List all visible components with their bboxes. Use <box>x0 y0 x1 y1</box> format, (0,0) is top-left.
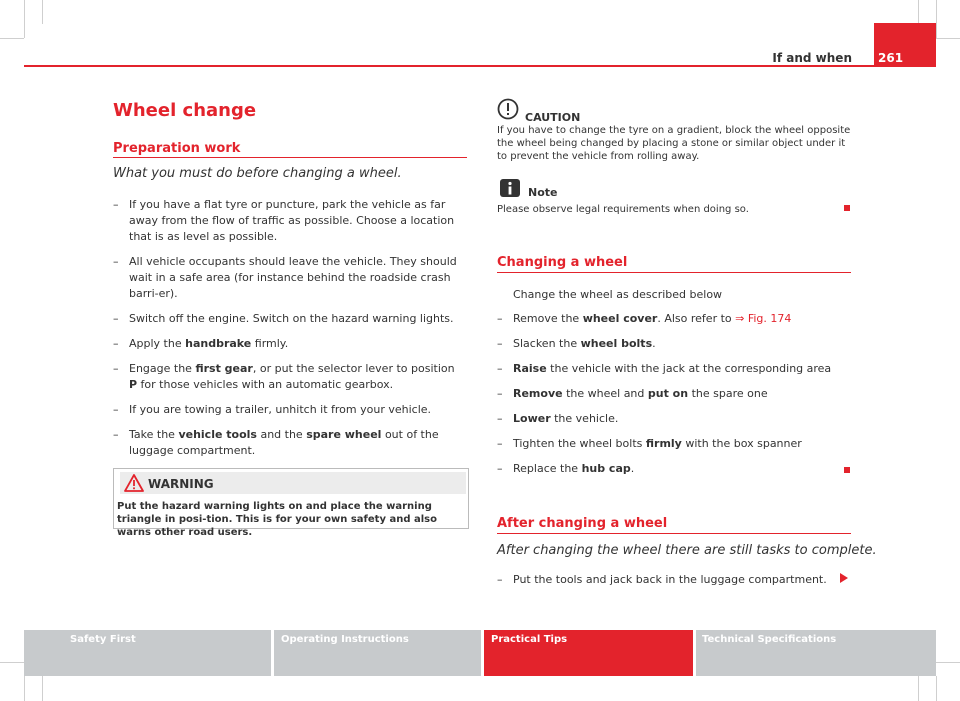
list-dash: – <box>113 312 119 325</box>
item-text: Apply the <box>129 337 186 350</box>
list-item <box>497 336 851 352</box>
item-text: out of the luggage compartment. <box>129 428 439 457</box>
item-text: and the <box>256 428 307 441</box>
list-dash: – <box>113 337 119 350</box>
list-item <box>113 361 463 393</box>
header-title: If and when <box>772 51 852 65</box>
item-text: Replace the <box>513 462 582 475</box>
section-end-mark <box>844 205 850 211</box>
footer-label: Practical Tips <box>491 634 568 645</box>
item-text: firmly. <box>251 337 289 350</box>
list-dash: – <box>497 412 503 425</box>
changing-heading: Changing a wheel <box>497 255 628 270</box>
warning-text: Put the hazard warning lights on and place the warning triangle in posi-tion. This is for your own safety and also warns other road users. <box>117 501 437 538</box>
list-item <box>497 311 851 327</box>
emphasis-text: handbrake <box>185 337 252 350</box>
list-dash: – <box>113 428 119 441</box>
warning-triangle-icon <box>124 474 144 492</box>
crop-mark <box>918 676 919 701</box>
crop-mark <box>936 0 937 38</box>
item-text: the wheel and <box>562 387 648 400</box>
emphasis-text: first gear <box>195 362 253 375</box>
list-dash: – <box>113 255 119 268</box>
crop-mark <box>42 0 43 24</box>
item-text: with the box spanner <box>681 437 802 450</box>
item-text: the spare one <box>688 387 768 400</box>
item-text: . Also refer to <box>657 312 736 325</box>
caution-title: CAUTION <box>525 111 581 124</box>
after-steps <box>497 572 827 597</box>
list-dash: – <box>497 387 503 400</box>
item-text: Remove the <box>513 312 583 325</box>
list-item <box>113 311 463 327</box>
emphasis-text: P <box>129 378 138 391</box>
crop-mark <box>24 0 25 38</box>
subsection-heading: Preparation work <box>113 141 241 156</box>
crop-mark <box>0 662 24 663</box>
after-intro: After changing the wheel there are still tasks to complete. <box>497 543 877 558</box>
item-text: . <box>652 337 656 350</box>
footer-label: Operating Instructions <box>281 634 409 645</box>
crop-mark <box>918 0 919 24</box>
emphasis-text: hub cap <box>581 462 631 475</box>
list-dash: – <box>113 403 119 416</box>
emphasis-text: spare wheel <box>306 428 382 441</box>
list-dash: – <box>497 337 503 350</box>
emphasis-text: Remove <box>513 387 563 400</box>
list-item <box>113 402 463 418</box>
list-dash: – <box>113 362 119 375</box>
footer-label: Safety First <box>70 634 136 645</box>
emphasis-text: wheel cover <box>582 312 658 325</box>
item-text: the vehicle with the jack at the corresponding area <box>546 362 832 375</box>
list-dash: – <box>497 312 503 325</box>
footer-label: Technical Specifications <box>702 634 837 645</box>
crop-mark <box>0 38 24 39</box>
item-text: If you are towing a trailer, unhitch it from your vehicle. <box>129 403 432 416</box>
footer-tab-safety-first[interactable] <box>24 630 271 676</box>
note-icon <box>499 178 521 198</box>
after-rule <box>497 533 851 534</box>
item-text: the vehicle. <box>550 412 619 425</box>
header-rule <box>24 65 936 67</box>
list-dash: – <box>497 362 503 375</box>
list-dash: – <box>113 198 119 211</box>
warning-title: WARNING <box>148 477 214 491</box>
list-item <box>497 411 851 427</box>
continue-arrow-icon <box>840 573 848 583</box>
list-dash: – <box>497 573 503 586</box>
emphasis-text: Lower <box>513 412 551 425</box>
item-text: Engage the <box>129 362 196 375</box>
list-item <box>497 361 851 377</box>
list-item <box>497 436 851 452</box>
changing-intro: Change the wheel as described below <box>513 288 723 301</box>
caution-icon <box>497 98 519 120</box>
list-item <box>113 427 463 459</box>
crop-mark <box>42 676 43 701</box>
after-heading: After changing a wheel <box>497 516 668 531</box>
item-text: Put the tools and jack back in the luggage compartment. <box>513 573 827 586</box>
emphasis-text: firmly <box>645 437 682 450</box>
section-end-mark <box>844 467 850 473</box>
crop-mark <box>936 676 937 701</box>
changing-steps <box>497 311 851 486</box>
list-item <box>497 461 851 477</box>
list-item <box>497 386 851 402</box>
list-item <box>113 336 463 352</box>
item-text: Take the <box>129 428 179 441</box>
item-text: Switch off the engine. Switch on the hazard warning lights. <box>129 312 454 325</box>
subsection-rule <box>113 157 467 158</box>
emphasis-text: wheel bolts <box>580 337 653 350</box>
item-text: All vehicle occupants should leave the vehicle. They should wait in a safe area (for instance behind the roadside crash barri-er). <box>129 255 457 300</box>
item-text: , or put the selector lever to position <box>252 362 455 375</box>
list-dash: – <box>497 437 503 450</box>
note-text: Please observe legal requirements when doing so. <box>497 204 749 215</box>
page-number: 261 <box>878 51 904 65</box>
item-text: for those vehicles with an automatic gearbox. <box>137 378 394 391</box>
crop-mark <box>936 38 960 39</box>
list-item <box>113 197 463 245</box>
section-heading: Wheel change <box>113 100 257 121</box>
crop-mark <box>24 676 25 701</box>
item-text: Slacken the <box>513 337 581 350</box>
emphasis-text: vehicle tools <box>178 428 257 441</box>
section-intro: What you must do before changing a wheel. <box>113 166 402 181</box>
caution-text: If you have to change the tyre on a gradient, block the wheel opposite the wheel being changed by placing a stone or similar object under it to prevent the vehicle from rolling away. <box>497 125 851 162</box>
emphasis-text: put on <box>647 387 689 400</box>
item-text: If you have a flat tyre or puncture, park the vehicle as far away from the flow of traffic as possible. Choose a location that is as level as possible. <box>129 198 455 243</box>
item-text: . <box>630 462 635 475</box>
list-item <box>113 254 463 302</box>
item-text: Tighten the wheel bolts <box>513 437 646 450</box>
figure-reference-link[interactable]: ⇒ Fig. 174 <box>735 312 792 325</box>
note-title: Note <box>528 186 558 199</box>
emphasis-text: Raise <box>513 362 547 375</box>
list-item <box>497 572 827 588</box>
preparation-steps <box>113 197 463 468</box>
changing-rule <box>497 272 851 273</box>
list-dash: – <box>497 462 503 475</box>
crop-mark <box>936 662 960 663</box>
